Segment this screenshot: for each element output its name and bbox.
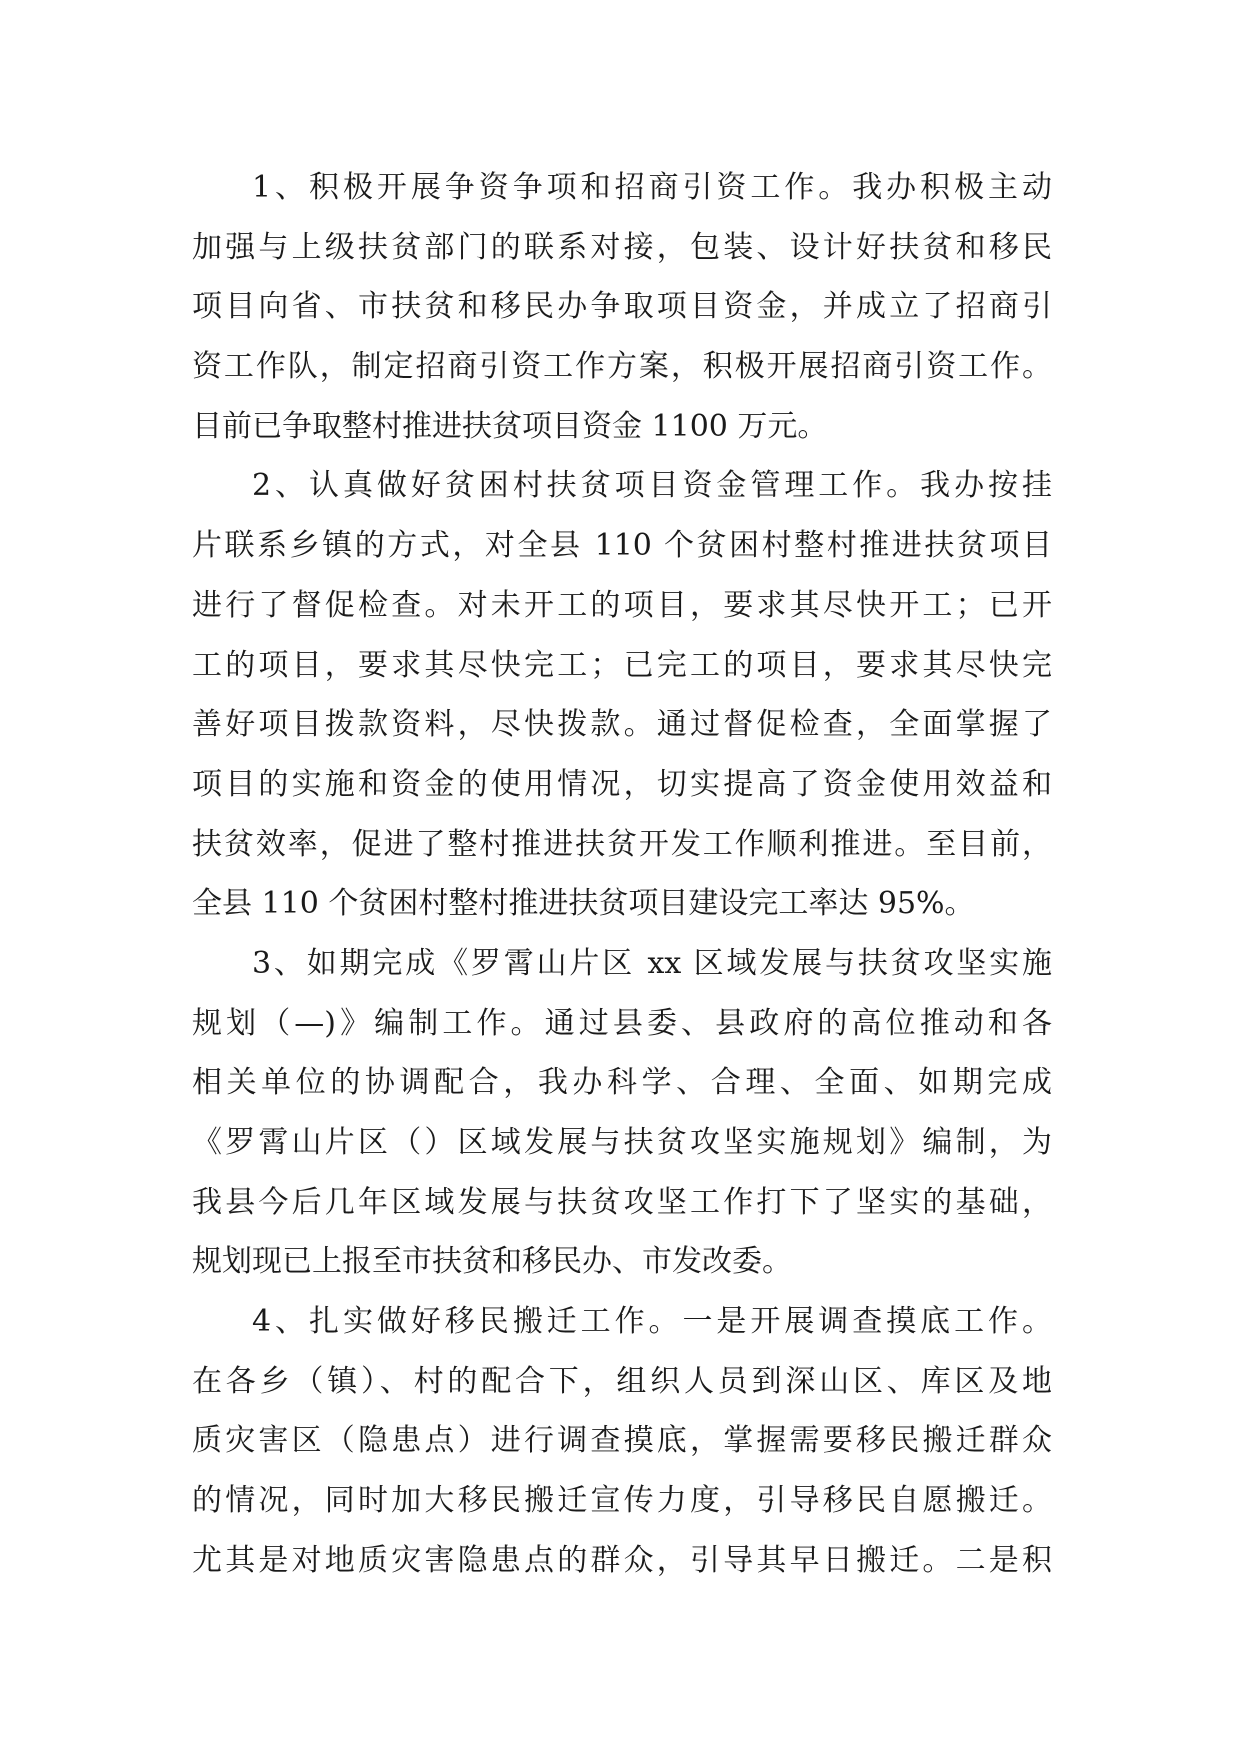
text-line: 目前已争取整村推进扶贫项目资金 1100 万元。 <box>192 408 828 444</box>
text-line: 尤其是对地质灾害隐患点的群众，引导其早日搬迁。二是积 <box>192 1542 1052 1578</box>
text-line: 片联系乡镇的方式，对全县 110 个贫困村整村推进扶贫项目 <box>192 528 1052 564</box>
text-line: 的情况，同时加大移民搬迁宣传力度，引导移民自愿搬迁。 <box>192 1483 1052 1519</box>
text-line: 在各乡（镇）、村的配合下，组织人员到深山区、库区及地 <box>192 1363 1052 1399</box>
text-line: 全县 110 个贫困村整村推进扶贫项目建设完工率达 95%。 <box>192 886 975 922</box>
text-line: 质灾害区（隐患点）进行调查摸底，掌握需要移民搬迁群众 <box>192 1423 1052 1459</box>
text-line: 4、扎实做好移民搬迁工作。一是开展调查摸底工作。 <box>252 1304 1052 1340</box>
text-line: 进行了督促检查。对未开工的项目，要求其尽快开工；已开 <box>192 587 1052 623</box>
document-body <box>192 158 1052 1591</box>
text-line: 扶贫效率，促进了整村推进扶贫开发工作顺利推进。至目前， <box>192 826 1052 862</box>
text-line: 工的项目，要求其尽快完工；已完工的项目，要求其尽快完 <box>192 647 1052 683</box>
text-line: 2、认真做好贫困村扶贫项目资金管理工作。我办按挂 <box>252 468 1052 504</box>
text-line: 项目的实施和资金的使用情况，切实提高了资金使用效益和 <box>192 766 1052 802</box>
text-line: 善好项目拨款资料，尽快拨款。通过督促检查，全面掌握了 <box>192 707 1052 743</box>
text-line: 1、积极开展争资争项和招商引资工作。我办积极主动 <box>252 170 1052 205</box>
text-line: 相关单位的协调配合，我办科学、合理、全面、如期完成 <box>192 1065 1052 1101</box>
text-line: 资工作队，制定招商引资工作方案，积极开展招商引资工作。 <box>192 349 1052 385</box>
text-line: 规划（—)》编制工作。通过县委、县政府的高位推动和各 <box>192 1005 1052 1041</box>
text-line: 项目向省、市扶贫和移民办争取项目资金，并成立了招商引 <box>192 289 1052 325</box>
text-line: 我县今后几年区域发展与扶贫攻坚工作打下了坚实的基础， <box>192 1184 1052 1220</box>
text-line: 规划现已上报至市扶贫和移民办、市发改委。 <box>192 1244 792 1280</box>
text-line: 《罗霄山片区（）区域发展与扶贫攻坚实施规划》编制，为 <box>192 1125 1052 1160</box>
text-line: 加强与上级扶贫部门的联系对接，包装、设计好扶贫和移民 <box>192 229 1052 265</box>
text-line: 3、如期完成《罗霄山片区 xx 区域发展与扶贫攻坚实施 <box>252 945 1052 981</box>
